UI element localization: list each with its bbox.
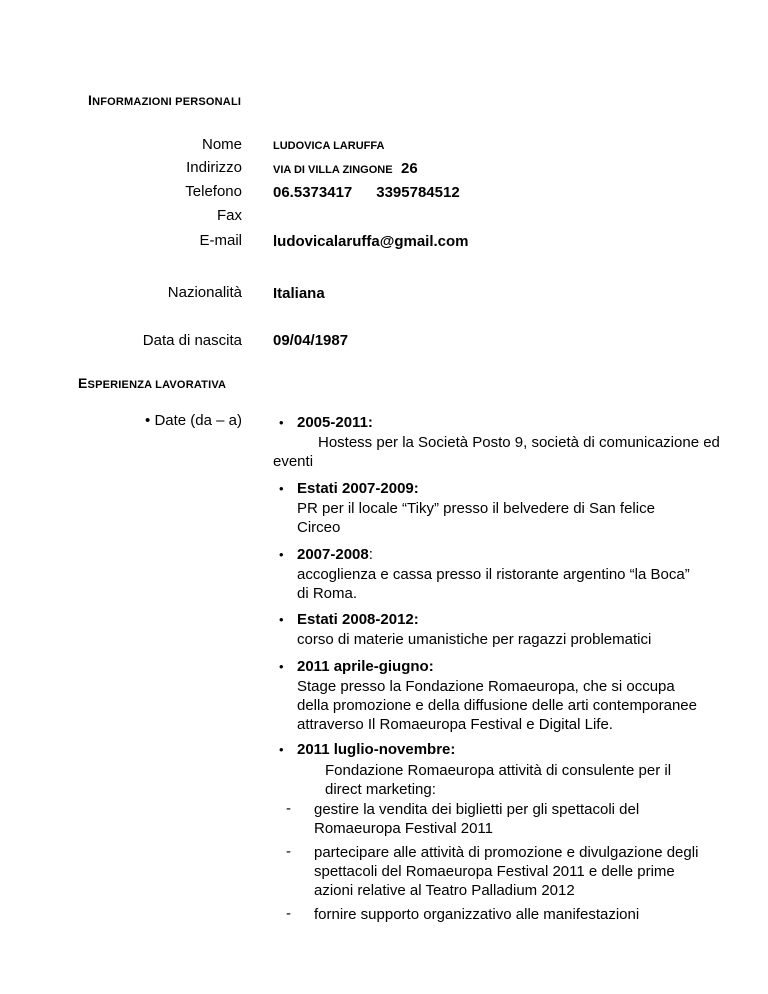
value-nazionalita: Italiana: [273, 285, 325, 302]
label-data-nascita: Data di nascita: [142, 332, 242, 349]
experience-text: corso di materie umanistiche per ragazzi problematici: [297, 631, 652, 648]
experience-text: Circeo: [297, 519, 341, 536]
bullet-icon: •: [279, 547, 284, 562]
experience-subitem: Romaeuropa Festival 2011: [314, 820, 493, 837]
section-title-experience: ESPERIENZA LAVORATIVA: [78, 375, 227, 391]
experience-subitem: azioni relative al Teatro Palladium 2012: [314, 882, 575, 899]
value-telefono: [273, 184, 460, 201]
experience-text: Stage presso la Fondazione Romaeuropa, che si occupa: [297, 678, 675, 695]
value-telefono-1: 06.5373417: [273, 184, 353, 201]
experience-subitem: spettacoli del Romaeuropa Festival 2011 e delle prime: [314, 863, 675, 880]
dash-icon: -: [286, 843, 291, 860]
experience-title: Estati 2007-2009:: [297, 480, 419, 497]
label-nazionalita: Nazionalità: [167, 284, 242, 301]
value-data-nascita: 09/04/1987: [273, 332, 349, 349]
label-date: • Date (da – a): [145, 412, 242, 429]
bullet-icon: •: [279, 481, 284, 496]
label-indirizzo: Indirizzo: [186, 159, 242, 176]
section-title-personal: INFORMAZIONI PERSONALI: [88, 92, 242, 108]
bullet-icon: •: [279, 659, 284, 674]
label-fax: Fax: [216, 207, 242, 224]
bullet-icon: •: [279, 415, 284, 430]
experience-subitem: gestire la vendita dei biglietti per gli spettacoli del: [314, 801, 640, 818]
experience-title: 2005-2011:: [297, 414, 373, 431]
bullet-icon: •: [279, 742, 284, 757]
experience-title: 2007-2008:: [297, 546, 373, 563]
experience-text: di Roma.: [297, 585, 358, 602]
value-indirizzo: VIA DI VILLA ZINGONE 26: [273, 160, 418, 177]
experience-text: Fondazione Romaeuropa attività di consulente per il: [325, 762, 672, 779]
experience-subitem: partecipare alle attività di promozione e divulgazione degli: [314, 844, 699, 861]
experience-text: attraverso Il Romaeuropa Festival e Digital Life.: [297, 716, 613, 733]
dash-icon: -: [286, 800, 291, 817]
dash-icon: -: [286, 905, 291, 922]
experience-text: accoglienza e cassa presso il ristorante argentino “la Boca”: [297, 566, 690, 583]
experience-title: 2011 luglio-novembre:: [297, 741, 456, 758]
label-telefono: Telefono: [185, 183, 242, 200]
value-email: ludovicalaruffa@gmail.com: [273, 233, 469, 250]
value-telefono-2: 3395784512: [376, 184, 460, 201]
experience-subitem: fornire supporto organizzativo alle manifestazioni: [314, 906, 640, 923]
value-nome: LUDOVICA LARUFFA: [273, 140, 385, 152]
bullet-icon: •: [279, 612, 284, 627]
experience-text: direct marketing:: [325, 781, 436, 798]
experience-text: Hostess per la Società Posto 9, società di comunicazione ed: [318, 434, 720, 451]
experience-title: 2011 aprile-giugno:: [297, 658, 434, 675]
label-nome: Nome: [201, 136, 242, 153]
experience-text: della promozione e della diffusione delle arti contemporanee: [297, 697, 697, 714]
experience-title: Estati 2008-2012:: [297, 611, 419, 628]
experience-text: PR per il locale “Tiky” presso il belvedere di San felice: [297, 500, 655, 517]
label-email: E-mail: [199, 232, 242, 249]
experience-text: eventi: [273, 453, 314, 470]
